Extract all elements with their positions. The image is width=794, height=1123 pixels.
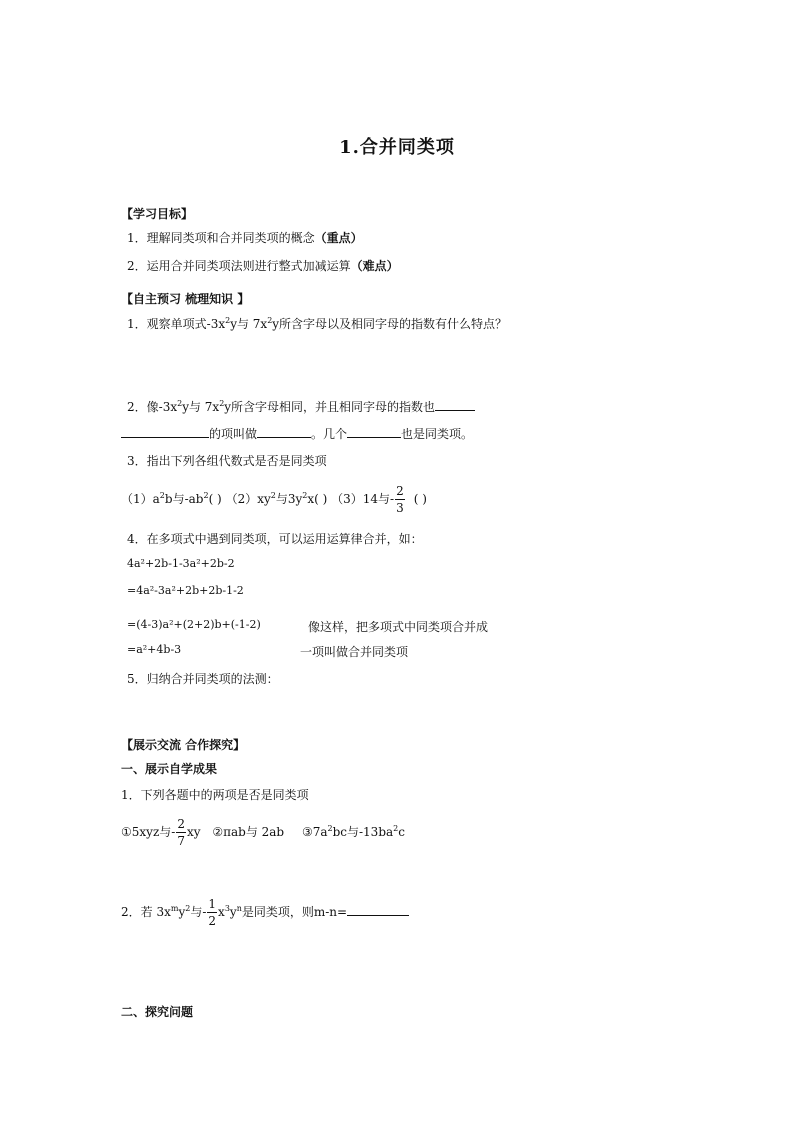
preview-question-5: 5．归纳合并同类项的法测： (127, 672, 279, 686)
working-line-4: =a²+4b-3 (127, 643, 182, 656)
explore-question-1-parts: ①5xyz与- $\frac{2}{7}$ xy ②πab与 2ab $③7a^2bc$与$-13ba^2c$ (121, 817, 405, 848)
fraction: $\frac{1}{2}$ (208, 897, 217, 928)
preview-question-3-parts: $(1)a^2b$与$-ab^2$( ) $(2)xy^2$与$3y^2x$( ) （3）14与- $\frac{2}{3}$ ( ) (121, 484, 427, 515)
preview-heading: 【自主预习 梳理知识 】 (121, 292, 250, 306)
answer-blank[interactable] (121, 426, 209, 438)
working-line-1: 4a²+2b-1-3a²+2b-2 (127, 557, 235, 570)
page-title: 1.合并同类项 (339, 137, 455, 158)
working-line-3: =(4-3)a²+(2+2)b+(-1-2) (127, 618, 261, 631)
explore-heading: 【展示交流 合作探究】 (121, 738, 246, 752)
note-line-1: 像这样，把多项式中同类项合并成 (308, 620, 489, 634)
preview-question-2: 2．像$-3x^2y$与 $7x^2y$所含字母相同，并且相同字母的指数也 (127, 398, 475, 415)
answer-blank[interactable] (257, 426, 311, 438)
note-line-2: 一项叫做合并同类项 (300, 645, 409, 659)
fraction: $\frac{2}{3}$ (396, 484, 404, 515)
working-line-2: =4a²-3a²+2b+2b-1-2 (127, 584, 244, 597)
preview-question-3: 3．指出下列各组代数式是否是同类项 (127, 454, 327, 468)
preview-question-1: 1．观察单项式$-3x^2y$与 $7x^2y$所含字母以及相同字母的指数有什么特点？ (127, 316, 508, 331)
preview-question-4: 4．在多项式中遇到同类项，可以运用运算律合并，如： (127, 532, 423, 546)
answer-blank[interactable] (435, 399, 475, 411)
fraction: $\frac{2}{7}$ (177, 817, 185, 848)
explore-subheading-2: 二、探究问题 (121, 1005, 194, 1019)
explore-subheading-1: 一、展示自学成果 (121, 762, 218, 776)
answer-blank[interactable] (347, 904, 409, 916)
explore-question-1: 1．下列各题中的两项是否是同类项 (121, 788, 309, 802)
answer-blank[interactable] (347, 426, 401, 438)
preview-question-2-line2: 的项叫做 。几个 也是同类项。 (121, 425, 473, 442)
goal-item-2: 2．运用合并同类项法则进行整式加减运算（难点） (127, 259, 399, 273)
goal-item-1: 1．理解同类项和合并同类项的概念（重点） (127, 231, 363, 245)
goals-heading: 【学习目标】 (121, 207, 194, 221)
explore-question-2: 2．若 $3x^my^2$与- $\frac{1}{2}$ $x^3y^n$是同类项，则m-n= (121, 892, 409, 932)
